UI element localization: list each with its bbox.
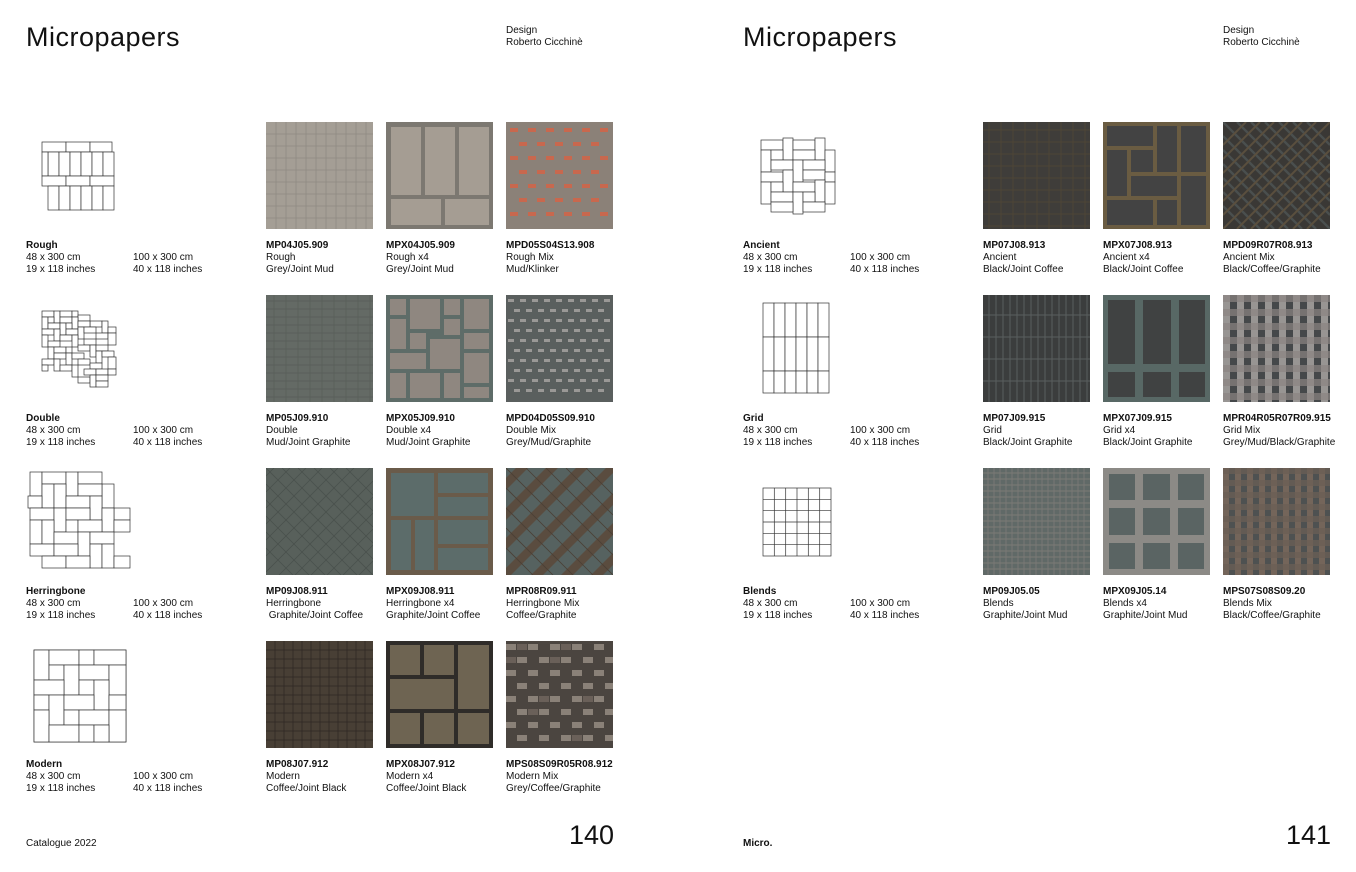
product-color: Coffee/Joint Black xyxy=(266,783,347,794)
product-code: MPX08J07.912 xyxy=(386,759,455,770)
product-name: Ancient xyxy=(983,252,1017,263)
swatch-herringbone-x4 xyxy=(386,468,493,575)
design-label: Design xyxy=(1223,25,1255,36)
swatch-modern-x4 xyxy=(386,641,493,748)
pattern-name: Rough xyxy=(26,240,58,251)
product-name: Double Mix xyxy=(506,425,557,436)
product-name: Blends x4 xyxy=(1103,598,1147,609)
product-code: MPX07J08.913 xyxy=(1103,240,1172,251)
designer-name: Roberto Cicchinè xyxy=(506,37,583,48)
product-color: Coffee/Joint Black xyxy=(386,783,467,794)
product-code: MPX09J05.14 xyxy=(1103,586,1167,597)
swatch-double-mix xyxy=(506,295,613,402)
product-name: Double x4 xyxy=(386,425,432,436)
size-cm-wide: 100 x 300 cm xyxy=(850,425,911,436)
page-number: 140 xyxy=(568,820,614,850)
product-name: Herringbone x4 xyxy=(386,598,455,609)
size-cm-wide: 100 x 300 cm xyxy=(133,598,194,609)
swatch-rough-mix xyxy=(506,122,613,229)
page-title: Micropapers xyxy=(26,22,181,52)
product-color: Grey/Mud/Black/Graphite xyxy=(1223,437,1336,448)
product-code: MP09J05.05 xyxy=(983,586,1040,597)
product-color: Black/Coffee/Graphite xyxy=(1223,610,1321,621)
product-code: MP08J07.912 xyxy=(266,759,329,770)
product-color: Mud/Joint Graphite xyxy=(386,437,471,448)
product-name: Rough xyxy=(266,252,296,263)
product-color: Grey/Joint Mud xyxy=(386,264,454,275)
design-credit xyxy=(506,25,583,49)
size-cm: 48 x 300 cm xyxy=(26,598,81,609)
size-cm-wide: 100 x 300 cm xyxy=(850,598,911,609)
size-cm: 48 x 300 cm xyxy=(743,598,798,609)
product-color: Graphite/Joint Mud xyxy=(983,610,1068,621)
product-color: Mud/Klinker xyxy=(506,264,559,275)
swatch-double-x4 xyxy=(386,295,493,402)
size-cm: 48 x 300 cm xyxy=(26,252,81,263)
size-inches: 19 x 118 inches xyxy=(26,264,96,275)
size-cm-wide: 100 x 300 cm xyxy=(850,252,911,263)
design-credit xyxy=(1223,25,1300,49)
product-code: MP04J05.909 xyxy=(266,240,329,251)
ancient-diagram xyxy=(743,120,853,230)
grid-diagram xyxy=(743,293,853,403)
product-code: MPS08S09R05R08.912 xyxy=(506,759,613,770)
pattern-name: Ancient xyxy=(743,240,780,251)
product-code: MPD09R07R08.913 xyxy=(1223,240,1313,251)
size-cm-wide: 100 x 300 cm xyxy=(133,252,194,263)
product-code: MPD05S04S13.908 xyxy=(506,240,595,251)
product-name: Rough x4 xyxy=(386,252,429,263)
product-code: MP09J08.911 xyxy=(266,586,328,597)
pattern-name: Grid xyxy=(743,413,764,424)
size-cm: 48 x 300 cm xyxy=(743,252,798,263)
product-color: Grey/Mud/Graphite xyxy=(506,437,592,448)
swatch-herringbone-mix xyxy=(506,468,613,575)
product-name: Blends xyxy=(983,598,1014,609)
size-inches: 19 x 118 inches xyxy=(26,437,96,448)
size-inches: 19 x 118 inches xyxy=(26,783,96,794)
blends-diagram xyxy=(743,466,853,576)
swatch-double xyxy=(266,295,373,402)
product-name: Rough Mix xyxy=(506,252,554,263)
size-inches: 19 x 118 inches xyxy=(743,437,813,448)
double-diagram xyxy=(26,293,136,403)
product-color: Graphite/Joint Mud xyxy=(1103,610,1188,621)
swatch-modern xyxy=(266,641,373,748)
footer-brand: Micro. xyxy=(743,838,773,849)
product-name: Herringbone xyxy=(266,598,322,609)
swatch-rough-x4 xyxy=(386,122,493,229)
swatch-grid-mix xyxy=(1223,295,1330,402)
product-color: Black/Joint Coffee xyxy=(1103,264,1184,275)
product-color: Mud/Joint Graphite xyxy=(266,437,351,448)
page-title: Micropapers xyxy=(743,22,898,52)
size-cm: 48 x 300 cm xyxy=(26,771,81,782)
product-code: MPS07S08S09.20 xyxy=(1223,586,1306,597)
swatch-herringbone xyxy=(266,468,373,575)
size-inches-wide: 40 x 118 inches xyxy=(850,437,920,448)
swatch-ancient-mix xyxy=(1223,122,1330,229)
product-color: Black/Joint Graphite xyxy=(983,437,1073,448)
product-color: Black/Coffee/Graphite xyxy=(1223,264,1321,275)
size-inches: 19 x 118 inches xyxy=(743,610,813,621)
swatch-blends xyxy=(983,468,1090,575)
product-code: MP07J08.913 xyxy=(983,240,1046,251)
size-cm-wide: 100 x 300 cm xyxy=(133,425,194,436)
size-inches-wide: 40 x 118 inches xyxy=(133,610,203,621)
herringbone-diagram xyxy=(26,466,136,576)
product-name: Modern x4 xyxy=(386,771,434,782)
product-code: MP07J09.915 xyxy=(983,413,1046,424)
modern-diagram xyxy=(26,640,136,750)
product-color: Graphite/Joint Coffee xyxy=(266,610,364,621)
product-code: MPX07J09.915 xyxy=(1103,413,1172,424)
size-inches-wide: 40 x 118 inches xyxy=(133,437,203,448)
rough-diagram xyxy=(26,120,136,230)
swatch-rough xyxy=(266,122,373,229)
product-code: MPR08R09.911 xyxy=(506,586,577,597)
design-label: Design xyxy=(506,25,538,36)
swatch-ancient xyxy=(983,122,1090,229)
swatch-blends-x4 xyxy=(1103,468,1210,575)
product-code: MP05J09.910 xyxy=(266,413,329,424)
product-code: MPD04D05S09.910 xyxy=(506,413,595,424)
size-inches-wide: 40 x 118 inches xyxy=(850,610,920,621)
pattern-name: Double xyxy=(26,413,60,424)
size-cm: 48 x 300 cm xyxy=(26,425,81,436)
size-cm: 48 x 300 cm xyxy=(743,425,798,436)
swatch-ancient-x4 xyxy=(1103,122,1210,229)
swatch-grid-x4 xyxy=(1103,295,1210,402)
product-color: Graphite/Joint Coffee xyxy=(386,610,481,621)
product-color: Black/Joint Graphite xyxy=(1103,437,1193,448)
product-name: Modern xyxy=(266,771,300,782)
product-name: Herringbone Mix xyxy=(506,598,580,609)
product-name: Modern Mix xyxy=(506,771,559,782)
size-inches-wide: 40 x 118 inches xyxy=(850,264,920,275)
product-code: MPR04R05R07R09.915 xyxy=(1223,413,1331,424)
designer-name: Roberto Cicchinè xyxy=(1223,37,1300,48)
product-code: MPX09J08.911 xyxy=(386,586,455,597)
pattern-name: Modern xyxy=(26,759,63,770)
product-color: Grey/Joint Mud xyxy=(266,264,334,275)
product-color: Coffee/Graphite xyxy=(506,610,577,621)
size-inches: 19 x 118 inches xyxy=(26,610,96,621)
product-name: Ancient Mix xyxy=(1223,252,1275,263)
product-name: Grid x4 xyxy=(1103,425,1136,436)
product-code: MPX04J05.909 xyxy=(386,240,455,251)
product-code: MPX05J09.910 xyxy=(386,413,455,424)
swatch-modern-mix xyxy=(506,641,613,748)
product-color: Grey/Coffee/Graphite xyxy=(506,783,601,794)
pattern-name: Herringbone xyxy=(26,586,86,597)
size-inches-wide: 40 x 118 inches xyxy=(133,264,203,275)
product-name: Grid xyxy=(983,425,1002,436)
size-inches: 19 x 118 inches xyxy=(743,264,813,275)
page-number: 141 xyxy=(1285,820,1331,850)
swatch-blends-mix xyxy=(1223,468,1330,575)
pattern-name: Blends xyxy=(743,586,777,597)
product-name: Ancient x4 xyxy=(1103,252,1150,263)
product-name: Blends Mix xyxy=(1223,598,1272,609)
size-inches-wide: 40 x 118 inches xyxy=(133,783,203,794)
product-color: Black/Joint Coffee xyxy=(983,264,1064,275)
product-name: Grid Mix xyxy=(1223,425,1261,436)
swatch-grid xyxy=(983,295,1090,402)
size-cm-wide: 100 x 300 cm xyxy=(133,771,194,782)
right-page xyxy=(717,0,1356,872)
footer-catalogue: Catalogue 2022 xyxy=(26,838,97,849)
product-name: Double xyxy=(266,425,298,436)
